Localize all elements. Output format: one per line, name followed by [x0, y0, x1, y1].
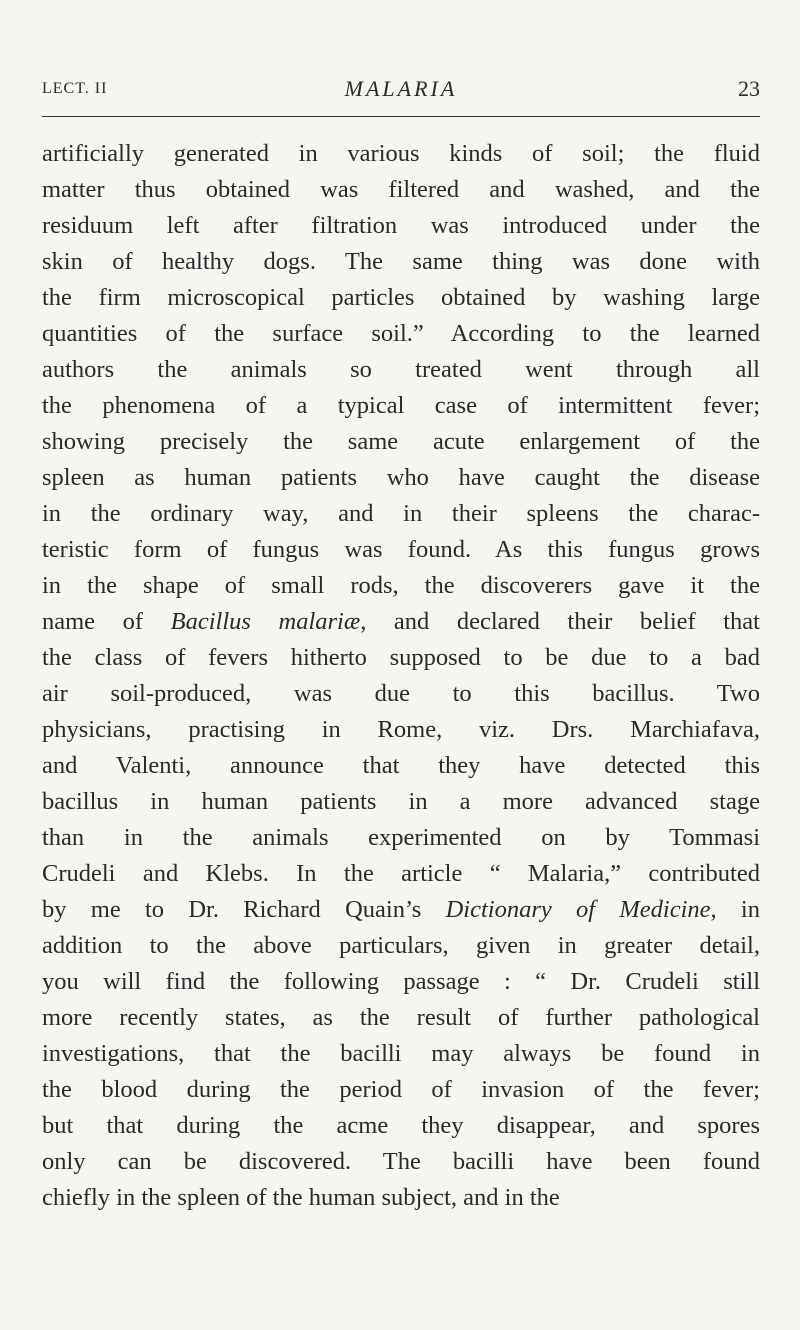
text-line: residuum left after filtration was introduced under the [42, 212, 760, 239]
text-line: Crudeli and Klebs. In the article “ Malaria,” contributed [42, 860, 760, 887]
text-line: showing precisely the same acute enlargement of the [42, 428, 760, 455]
running-head [42, 76, 760, 104]
text-line: physicians, practising in Rome, viz. Drs. Marchiafava, [42, 716, 760, 743]
running-title: MALARIA [344, 76, 458, 101]
header-rule [42, 116, 760, 117]
page-number: 23 [738, 76, 760, 101]
text-line: bacillus in human patients in a more advanced stage [42, 788, 760, 815]
text-line: more recently states, as the result of further pathological [42, 1004, 760, 1031]
text-fragment: name of [42, 608, 171, 635]
text-line: artificially generated in various kinds of soil; the fluid [42, 140, 760, 167]
text-line: the blood during the period of invasion of the fever; [42, 1076, 760, 1103]
text-line: matter thus obtained was filtered and washed, and the [42, 176, 760, 203]
text-line: in the ordinary way, and in their spleens the charac- [42, 500, 760, 527]
text-line: in the shape of small rods, the discoverers gave it the [42, 572, 760, 599]
text-line: the class of fevers hitherto supposed to be due to a bad [42, 644, 760, 671]
text-line: the phenomena of a typical case of intermittent fever; [42, 392, 760, 419]
text-line: quantities of the surface soil.” According to the learned [42, 320, 760, 347]
body-text [42, 136, 760, 1216]
text-line: teristic form of fungus was found. As this fungus grows [42, 536, 760, 563]
text-line: investigations, that the bacilli may always be found in [42, 1040, 760, 1067]
text-line: than in the animals experimented on by Tommasi [42, 824, 760, 851]
italic-term: Bacillus malariæ [170, 608, 361, 635]
text-line: addition to the above particulars, given in greater detail, [42, 932, 760, 959]
text-line: the firm microscopical particles obtained by washing large [42, 284, 760, 311]
text-line: but that during the acme they disappear, and spores [42, 1112, 760, 1139]
text-fragment: , and declared their belief that [360, 608, 760, 635]
italic-title: Dictionary of Medicine [445, 896, 711, 923]
text-line: only can be discovered. The bacilli have been found [42, 1148, 760, 1175]
text-line: and Valenti, announce that they have detected this [42, 752, 760, 779]
text-line: authors the animals so treated went through all [42, 356, 760, 383]
text-line: chiefly in the spleen of the human subject, and in the [42, 1184, 560, 1211]
text-line: you will find the following passage : “ Dr. Crudeli still [42, 968, 760, 995]
text-fragment: , in [710, 896, 760, 923]
text-line-with-italic [42, 604, 760, 640]
text-line-with-italic [42, 892, 760, 928]
text-fragment: by me to Dr. Richard Quain’s [42, 896, 446, 923]
text-line: skin of healthy dogs. The same thing was done with [42, 248, 760, 275]
section-label: LECT. II [42, 80, 108, 97]
text-line: air soil-produced, was due to this bacillus. Two [42, 680, 760, 707]
text-line: spleen as human patients who have caught the disease [42, 464, 760, 491]
